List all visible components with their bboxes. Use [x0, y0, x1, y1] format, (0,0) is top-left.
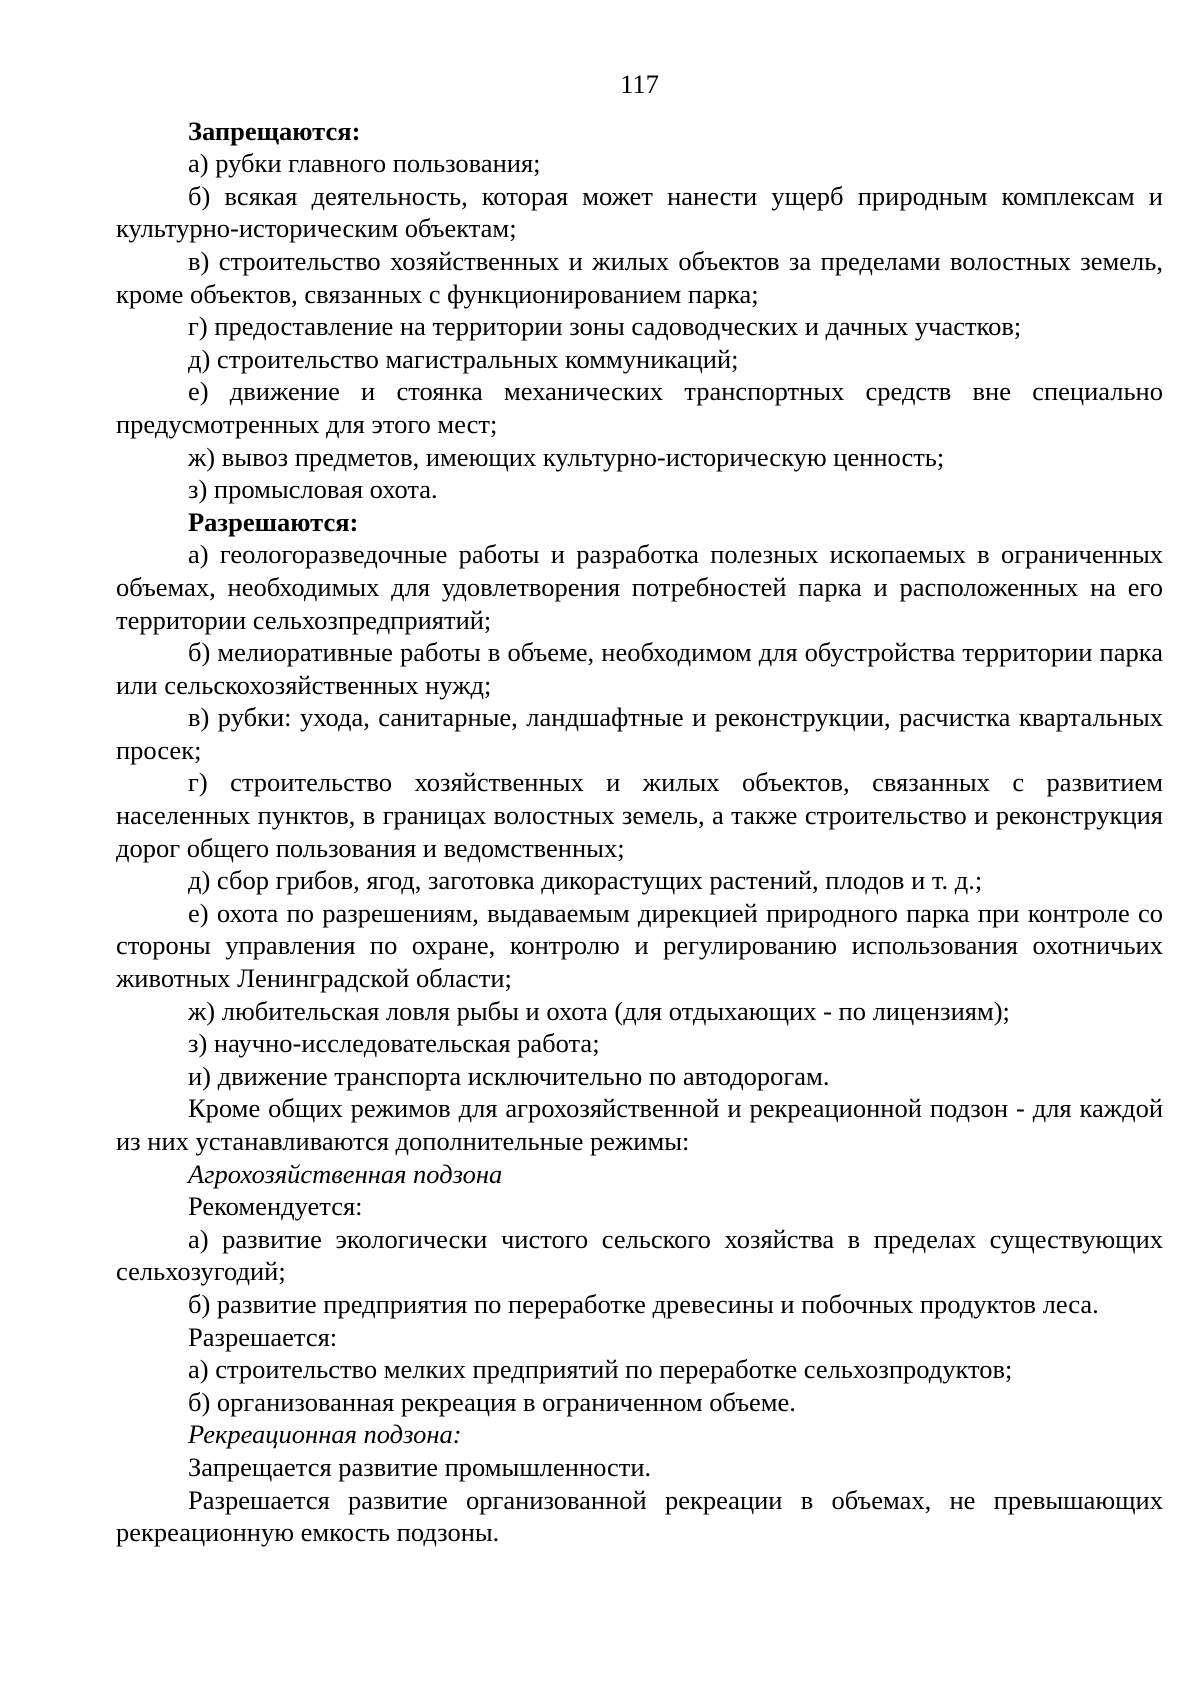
- paragraph: а) строительство мелких предприятий по переработке сельхозпродуктов;: [188, 1354, 1013, 1385]
- paragraph: а) геологоразведочные работы и разработка полезных ископаемых в ограниченных объемах, необходимых для удовлетворения потребностей парка и расположенных на его территории сельхозпредприятий;: [116, 539, 1163, 635]
- paragraph: и) движение транспорта исключительно по автодорогам.: [188, 1060, 830, 1091]
- paragraph: е) движение и стоянка механических транспортных средств вне специально предусмотренных для этого мест;: [116, 376, 1163, 439]
- paragraph: Кроме общих режимов для агрохозяйственной и рекреационной подзон - для каждой из них устанавливаются дополнительные режимы:: [116, 1093, 1163, 1156]
- paragraph: е) охота по разрешениям, выдаваемым дирекцией природного парка при контроле со стороны управления по охране, контролю и регулированию использования охотничьих животных Ленинградской области;: [116, 897, 1163, 994]
- paragraph: Разрешается:: [188, 1321, 338, 1352]
- section-heading: Разрешаются:: [188, 506, 359, 537]
- paragraph: а) развитие экологически чистого сельского хозяйства в пределах существующих сельхозугодий;: [116, 1223, 1163, 1287]
- paragraph: Рекомендуется:: [188, 1191, 363, 1222]
- subsection-heading: Агрохозяйственная подзона: [188, 1158, 503, 1189]
- paragraph: д) сбор грибов, ягод, заготовка дикорастущих растений, плодов и т. д.;: [188, 865, 983, 896]
- paragraph: б) организованная рекреация в ограниченном объеме.: [188, 1386, 796, 1417]
- paragraph: б) развитие предприятия по переработке древесины и побочных продуктов леса.: [188, 1288, 1099, 1319]
- subsection-heading: Рекреационная подзона:: [188, 1419, 462, 1450]
- paragraph: д) строительство магистральных коммуникаций;: [188, 343, 739, 374]
- paragraph: б) всякая деятельность, которая может нанести ущерб природным комплексам и культурно-историческим объектам;: [116, 180, 1163, 244]
- paragraph: Разрешается развитие организованной рекреации в объемах, не превышающих рекреационную емкость подзоны.: [116, 1484, 1163, 1548]
- page-number: 117: [620, 69, 659, 99]
- document-body: [116, 115, 1163, 1549]
- paragraph: в) строительство хозяйственных и жилых объектов за пределами волостных земель, кроме объектов, связанных с функционированием парка;: [116, 245, 1163, 309]
- paragraph: Запрещается развитие промышленности.: [188, 1451, 652, 1482]
- paragraph: г) строительство хозяйственных и жилых объектов, связанных с развитием населенных пунктов, в границах волостных земель, а также строительство и реконструкция дорог общего пользования и ведомственных;: [116, 767, 1163, 863]
- section-heading: Запрещаются:: [188, 115, 361, 146]
- paragraph: з) научно-исследовательская работа;: [188, 1028, 600, 1059]
- paragraph: ж) вывоз предметов, имеющих культурно-историческую ценность;: [188, 441, 945, 472]
- paragraph: ж) любительская ловля рыбы и охота (для отдыхающих - по лицензиям);: [188, 995, 1010, 1026]
- paragraph: в) рубки: ухода, санитарные, ландшафтные и реконструкции, расчистка квартальных просек;: [116, 702, 1163, 765]
- document-page: [116, 68, 1163, 1549]
- paragraph: з) промысловая охота.: [188, 474, 438, 505]
- paragraph: г) предоставление на территории зоны садоводческих и дачных участков;: [188, 311, 1022, 342]
- paragraph: а) рубки главного пользования;: [188, 148, 541, 179]
- paragraph: б) мелиоративные работы в объеме, необходимом для обустройства территории парка или сельскохозяйственных нужд;: [116, 637, 1163, 700]
